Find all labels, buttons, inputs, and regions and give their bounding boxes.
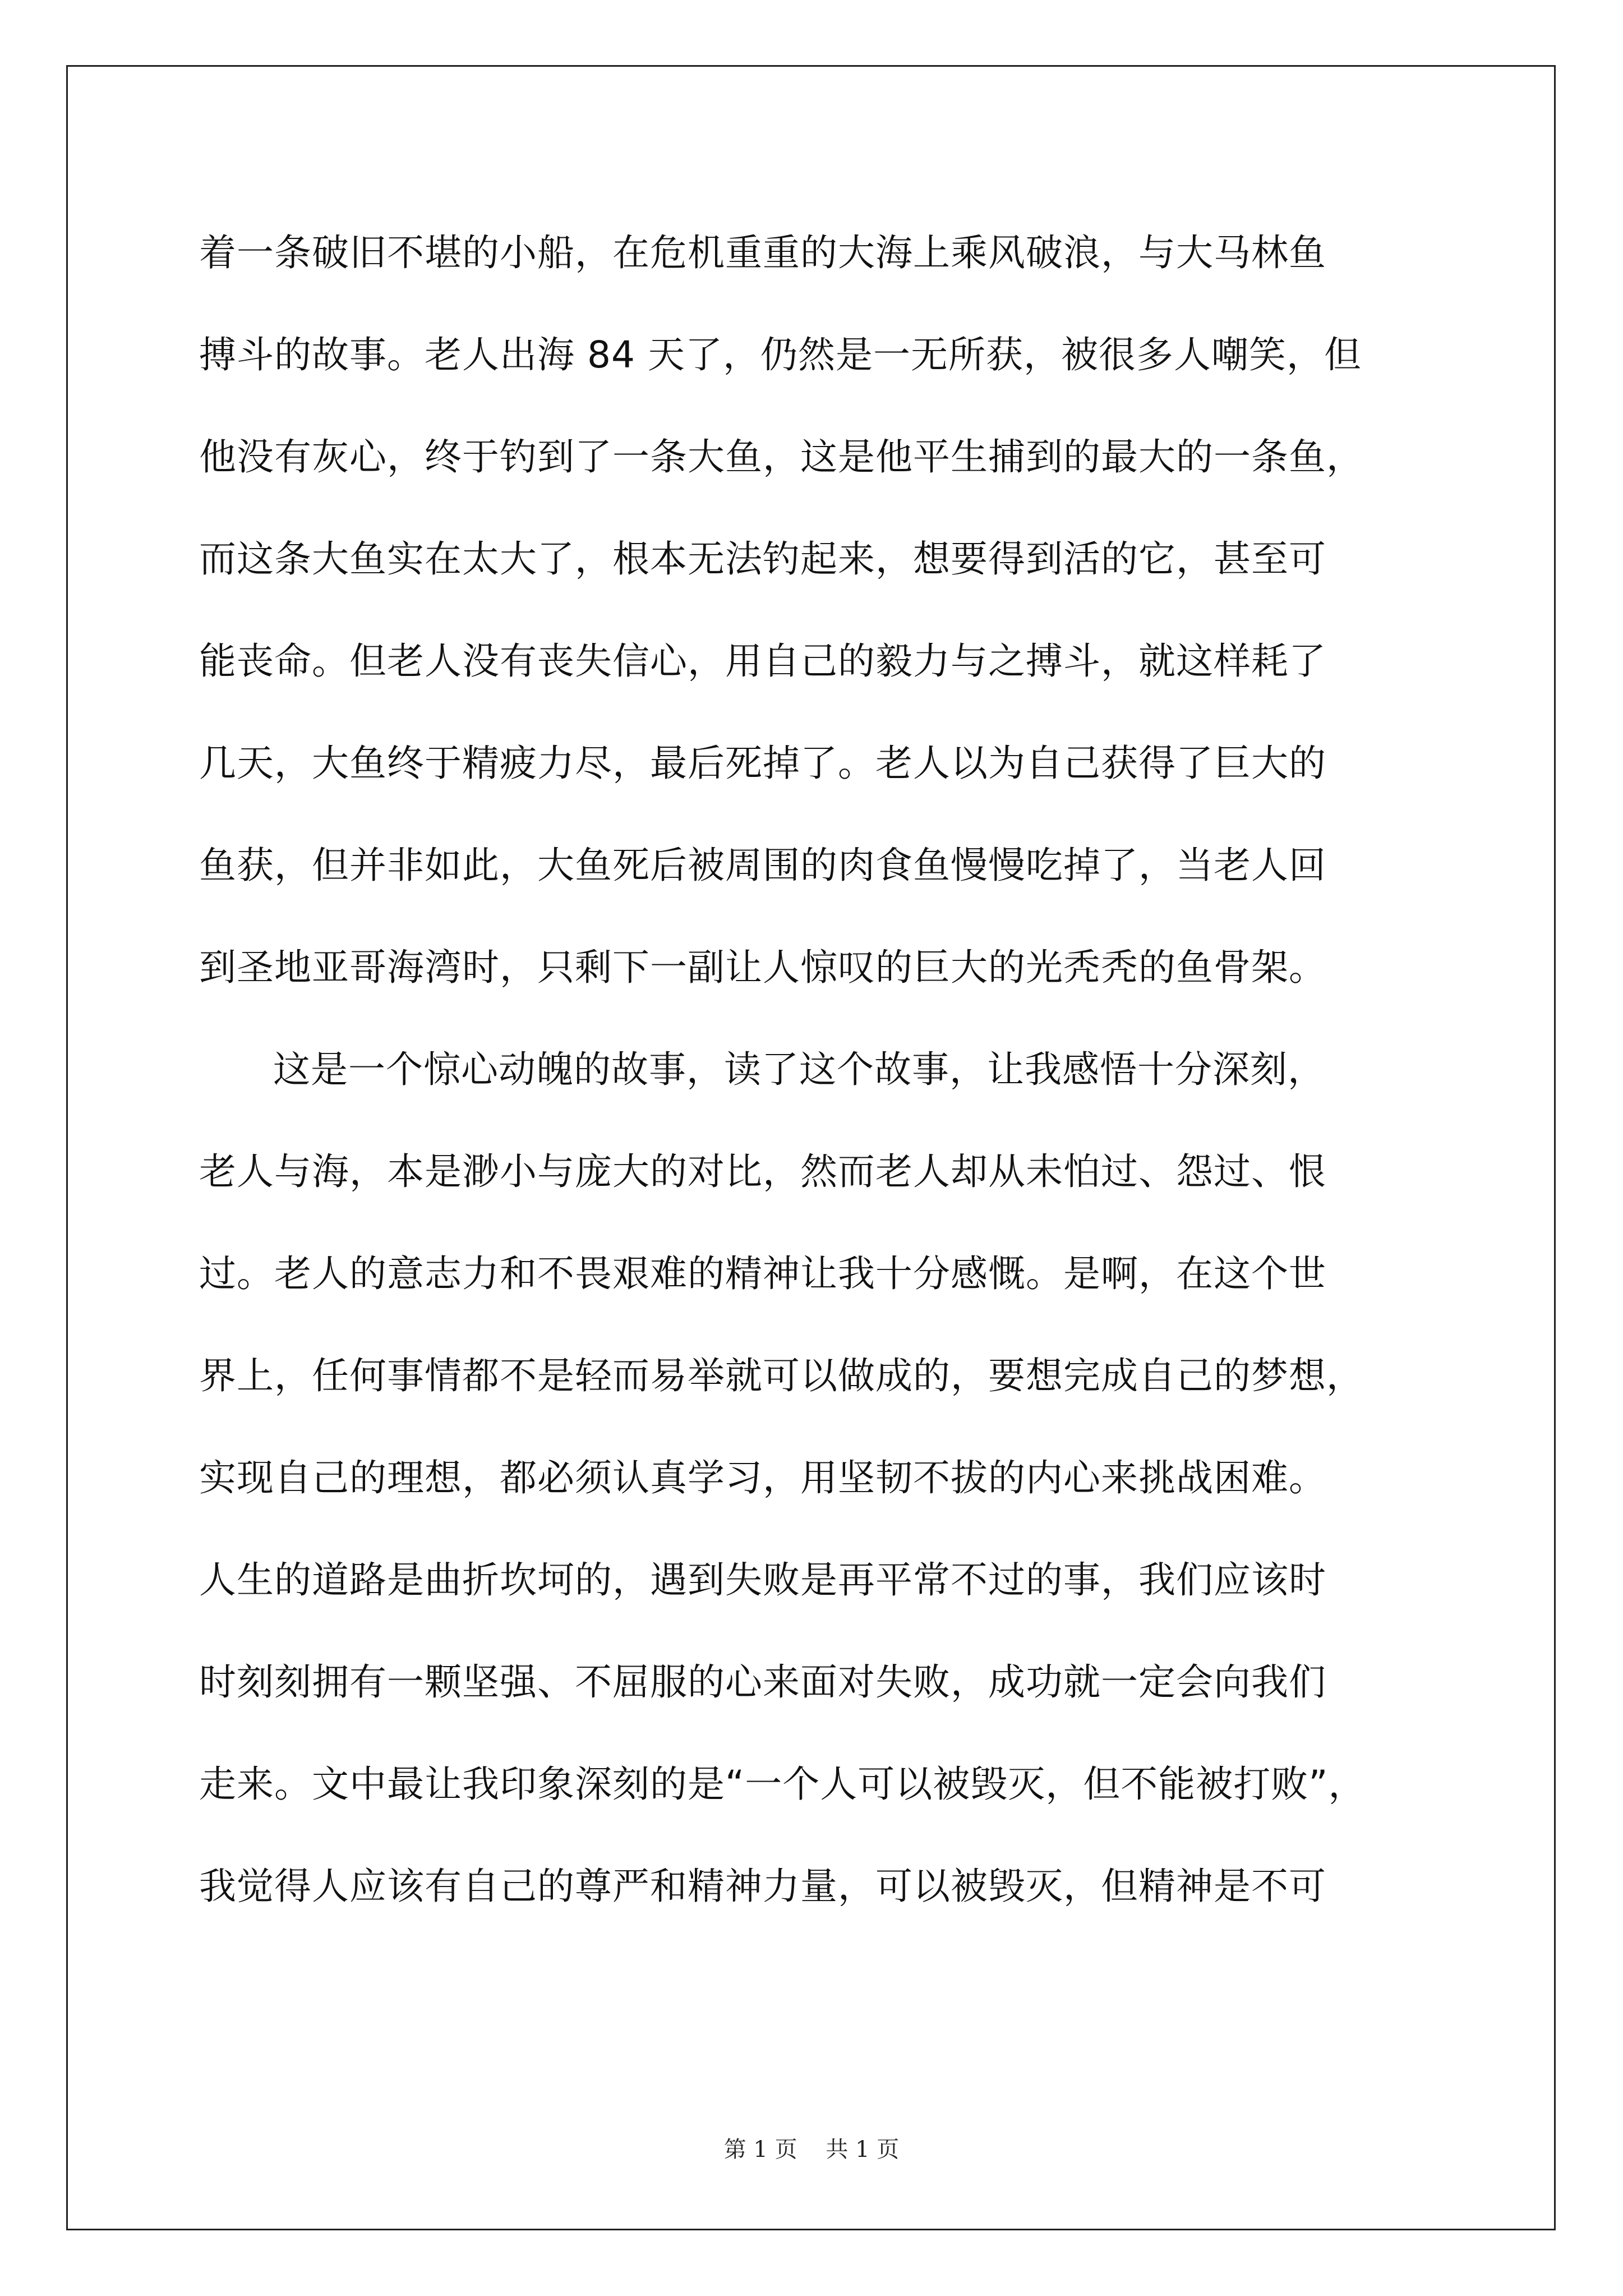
text-line: 过。老人的意志力和不畏艰难的精神让我十分感慨。是啊，在这个世 — [199, 1252, 1326, 1295]
text-line: 界上，任何事情都不是轻而易举就可以做成的，要想完成自己的梦想， — [199, 1354, 1364, 1397]
text-line: 着一条破旧不堪的小船，在危机重重的大海上乘风破浪，与大马林鱼 — [199, 231, 1326, 274]
text-line: 他没有灰心，终于钓到了一条大鱼，这是他平生捕到的最大的一条鱼， — [199, 435, 1364, 478]
text-line: 到圣地亚哥海湾时，只剩下一副让人惊叹的巨大的光秃秃的鱼骨架。 — [199, 946, 1326, 989]
paragraph-first-line: 这是一个惊心动魄的故事，读了这个故事，让我感悟十分深刻， — [273, 1048, 1325, 1091]
document-body — [199, 202, 1450, 1938]
text-line: 能丧命。但老人没有丧失信心，用自己的毅力与之搏斗，就这样耗了 — [199, 639, 1326, 683]
page-number-footer: 第 1 页 共 1 页 — [723, 2137, 900, 2162]
text-line: 鱼获，但并非如此，大鱼死后被周围的肉食鱼慢慢吃掉了，当老人回 — [199, 844, 1326, 887]
text-line: 时刻刻拥有一颗坚强、不屈服的心来面对失败，成功就一定会向我们 — [199, 1660, 1326, 1704]
text-line: 老人与海，本是渺小与庞大的对比，然而老人却从未怕过、怨过、恨 — [199, 1150, 1326, 1193]
text-line: 我觉得人应该有自己的尊严和精神力量，可以被毁灭，但精神是不可 — [199, 1865, 1326, 1908]
text-line: 人生的道路是曲折坎坷的，遇到失败是再平常不过的事，我们应该时 — [199, 1558, 1326, 1602]
text-line: 几天，大鱼终于精疲力尽，最后死掉了。老人以为自己获得了巨大的 — [199, 742, 1326, 785]
text-line: 搏斗的故事。老人出海 84 天了，仍然是一无所获，被很多人嘲笑，但 — [199, 333, 1362, 376]
text-line: 而这条大鱼实在太大了，根本无法钓起来，想要得到活的它，甚至可 — [199, 537, 1326, 581]
text-line: 走来。文中最让我印象深刻的是“一个人可以被毁灭，但不能被打败”， — [199, 1763, 1366, 1806]
text-line: 实现自己的理想，都必须认真学习，用坚韧不拔的内心来挑战困难。 — [199, 1456, 1326, 1499]
